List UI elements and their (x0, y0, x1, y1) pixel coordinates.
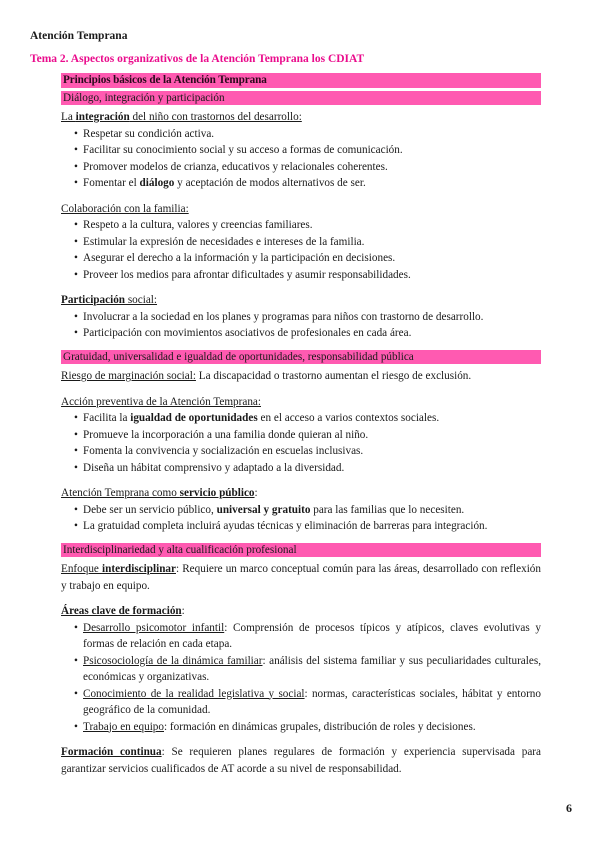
participacion-heading: Participación social: (61, 294, 158, 306)
servicio-heading: Atención Temprana como servicio público: (61, 487, 258, 499)
servicio-list (61, 502, 541, 535)
list-item: • Promover modelos de crianza, educativos y relacionales coherentes. (61, 159, 541, 176)
list-item: • La gratuidad completa incluirá ayudas técnicas y eliminación de barreras para integración. (61, 518, 541, 535)
list-item: • Psicosociología de la dinámica familiar: análisis del sistema familiar y sus peculiaridades culturales, económicas y organizativas. (61, 653, 541, 686)
section-bar-principios: Principios básicos de la Atención Temprana (61, 73, 541, 88)
list-item: • Respeto a la cultura, valores y creencias familiares. (61, 217, 541, 234)
formacion-paragraph: Formación continua: Se requieren planes regulares de formación y experiencia supervisada para garantizar servicios cualificados de AT acorde a su nivel de responsabilidad. (61, 746, 541, 775)
topic-title: Tema 2. Aspectos organizativos de la Atención Temprana los CDIAT (30, 53, 365, 65)
list-item: • Estimular la expresión de necesidades e intereses de la familia. (61, 234, 541, 251)
colaboracion-list (61, 217, 541, 283)
list-item: • Fomenta la convivencia y socialización en escuelas inclusivas. (61, 443, 541, 460)
section-bar-interdisciplinariedad: Interdisciplinariedad y alta cualificación profesional (61, 543, 541, 558)
list-item: • Debe ser un servicio público, universal y gratuito para las familias que lo necesiten. (61, 502, 541, 519)
list-item: • Facilita la igualdad de oportunidades en el acceso a varios contextos sociales. (61, 410, 541, 427)
list-item: • Involucrar a la sociedad en los planes y programas para niños con trastorno de desarrollo. (61, 309, 541, 326)
list-item: • Participación con movimientos asociativos de profesionales en cada área. (61, 325, 541, 342)
list-item: • Conocimiento de la realidad legislativa y social: normas, características sociales, hábitat y entorno geográfico de la comunidad. (61, 686, 541, 719)
enfoque-paragraph: Enfoque interdisciplinar: Requiere un marco conceptual común para las áreas, desarrollado con reflexión y trabajo en equipo. (61, 563, 541, 592)
integracion-list (61, 126, 541, 192)
list-item: • Trabajo en equipo: formación en dinámicas grupales, distribución de roles y decisiones. (61, 719, 541, 736)
document-header: Atención Temprana (30, 30, 128, 42)
list-item: • Desarrollo psicomotor infantil: Comprensión de procesos típicos y atípicos, claves evolutivas y formas de relación en cada etapa. (61, 620, 541, 653)
integracion-heading: La integración del niño con trastornos del desarrollo: (61, 111, 302, 123)
section-bar-gratuidad: Gratuidad, universalidad e igualdad de oportunidades, responsabilidad pública (61, 350, 541, 365)
list-item: • Asegurar el derecho a la información y la participación en decisiones. (61, 250, 541, 267)
riesgo-line: Riesgo de marginación social: La discapacidad o trastorno aumentan el riesgo de exclusión. (61, 370, 472, 382)
accion-heading: Acción preventiva de la Atención Temprana: (61, 395, 261, 408)
accion-list (61, 410, 541, 476)
document-body (61, 73, 541, 777)
participacion-list (61, 309, 541, 342)
list-item: • Facilitar su conocimiento social y su acceso a formas de comunicación. (61, 142, 541, 159)
list-item: • Proveer los medios para afrontar dificultades y asumir responsabilidades. (61, 267, 541, 284)
areas-heading: Áreas clave de formación: (61, 605, 185, 617)
areas-list (61, 620, 541, 736)
colaboracion-heading: Colaboración con la familia: (61, 202, 189, 215)
list-item: • Promueve la incorporación a una familia donde quieran al niño. (61, 427, 541, 444)
list-item: • Fomentar el diálogo y aceptación de modos alternativos de ser. (61, 175, 541, 192)
list-item: • Diseña un hábitat comprensivo y adaptado a la diversidad. (61, 460, 541, 477)
list-item: • Respetar su condición activa. (61, 126, 541, 143)
page-number: 6 (566, 801, 572, 815)
section-bar-dialogo: Diálogo, integración y participación (61, 91, 541, 106)
